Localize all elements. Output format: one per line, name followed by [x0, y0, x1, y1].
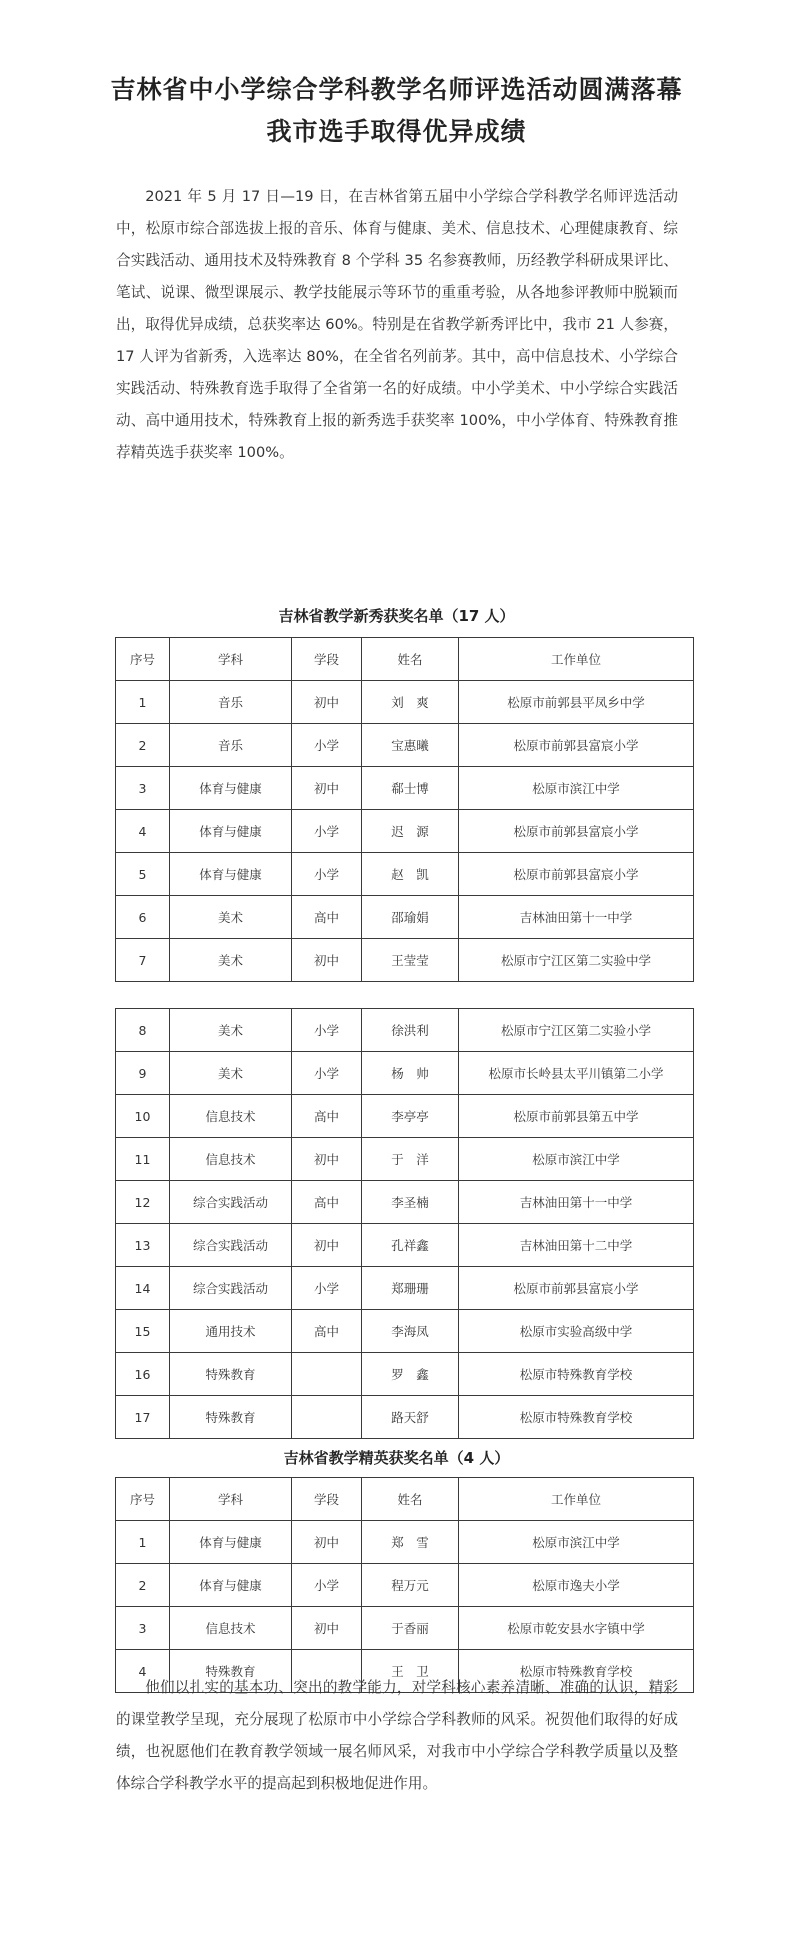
cell-stage: 小学 [292, 853, 362, 896]
table-row [116, 939, 694, 982]
cell-name: 杨 帅 [362, 1052, 459, 1095]
cell-stage: 高中 [292, 1181, 362, 1224]
table-row [116, 810, 694, 853]
cell-name: 李海凤 [362, 1310, 459, 1353]
table-row [116, 1564, 694, 1607]
table-row [116, 1267, 694, 1310]
cell-subject: 信息技术 [170, 1095, 292, 1138]
cell-subject: 特殊教育 [170, 1650, 292, 1693]
cell-stage: 高中 [292, 1095, 362, 1138]
cell-subject: 综合实践活动 [170, 1224, 292, 1267]
cell-index: 10 [116, 1095, 170, 1138]
table-row [116, 1009, 694, 1052]
cell-stage: 初中 [292, 939, 362, 982]
cell-index: 16 [116, 1353, 170, 1396]
cell-stage [292, 1353, 362, 1396]
cell-stage: 小学 [292, 810, 362, 853]
cell-index: 5 [116, 853, 170, 896]
cell-name: 罗 鑫 [362, 1353, 459, 1396]
cell-stage: 初中 [292, 1224, 362, 1267]
cell-stage: 小学 [292, 724, 362, 767]
table-row [116, 1224, 694, 1267]
cell-index: 17 [116, 1396, 170, 1439]
cell-subject: 特殊教育 [170, 1396, 292, 1439]
table-row [116, 767, 694, 810]
table-header-row [116, 638, 694, 681]
cell-index: 4 [116, 1650, 170, 1693]
cell-name: 王莹莹 [362, 939, 459, 982]
cell-workplace: 松原市前郭县富宸小学 [459, 810, 694, 853]
cell-index: 9 [116, 1052, 170, 1095]
cell-workplace: 松原市前郭县富宸小学 [459, 853, 694, 896]
cell-workplace: 松原市滨江中学 [459, 767, 694, 810]
cell-index: 3 [116, 1607, 170, 1650]
table-row [116, 1095, 694, 1138]
cell-workplace: 松原市宁江区第二实验中学 [459, 939, 694, 982]
cell-index: 12 [116, 1181, 170, 1224]
cell-stage: 初中 [292, 1607, 362, 1650]
table-row [116, 1181, 694, 1224]
table-row [116, 1396, 694, 1439]
cell-index: 1 [116, 681, 170, 724]
cell-workplace: 松原市长岭县太平川镇第二小学 [459, 1052, 694, 1095]
cell-stage [292, 1396, 362, 1439]
cell-index: 序号 [116, 638, 170, 681]
cell-name: 李亭亭 [362, 1095, 459, 1138]
cell-workplace: 松原市前郭县平凤乡中学 [459, 681, 694, 724]
cell-stage: 小学 [292, 1267, 362, 1310]
cell-name: 刘 爽 [362, 681, 459, 724]
cell-subject: 美术 [170, 939, 292, 982]
cell-workplace: 松原市实验高级中学 [459, 1310, 694, 1353]
cell-index: 8 [116, 1009, 170, 1052]
cell-name: 郑珊珊 [362, 1267, 459, 1310]
cell-name: 迟 源 [362, 810, 459, 853]
cell-workplace: 松原市宁江区第二实验小学 [459, 1009, 694, 1052]
table-row [116, 896, 694, 939]
cell-workplace: 松原市前郭县富宸小学 [459, 1267, 694, 1310]
cell-subject: 音乐 [170, 724, 292, 767]
cell-workplace: 松原市特殊教育学校 [459, 1396, 694, 1439]
cell-subject: 体育与健康 [170, 1521, 292, 1564]
intro-paragraph: 2021 年 5 月 17 日—19 日，在吉林省第五届中小学综合学科教学名师评选活动中，松原市综合部选拔上报的音乐、体育与健康、美术、信息技术、心理健康教育、综合实践活动、通用技术及特殊教育 8 个学科 35 名参赛教师，历经教学科研成果评比、笔试、说课、微型课展示、教学技能展示等环节的重重考验，从各地参评教师中脱颖而出，取得优异成绩，总获奖率达 60%。特别是在省教学新秀评比中，我市 21 人参赛，17 人评为省新秀，入选率达 80%，在全省名列前茅。其中，高中信息技术、小学综合实践活动、特殊教育选手取得了全省第一名的好成绩。中小学美术、中小学综合实践活动、高中通用技术，特殊教育上报的新秀选手获奖率 100%，中小学体育、特殊教育推荐精英选手获奖率 100%。 [116, 188, 678, 461]
cell-stage: 小学 [292, 1564, 362, 1607]
table-row [116, 1310, 694, 1353]
table-row [116, 1052, 694, 1095]
cell-workplace: 工作单位 [459, 1478, 694, 1521]
cell-workplace: 松原市逸夫小学 [459, 1564, 694, 1607]
cell-stage: 学段 [292, 638, 362, 681]
cell-workplace: 松原市前郭县第五中学 [459, 1095, 694, 1138]
cell-subject: 综合实践活动 [170, 1267, 292, 1310]
cell-workplace: 松原市滨江中学 [459, 1138, 694, 1181]
cell-name: 郗士博 [362, 767, 459, 810]
cell-index: 14 [116, 1267, 170, 1310]
cell-index: 3 [116, 767, 170, 810]
article-title-line2: 我市选手取得优异成绩 [266, 117, 527, 146]
cell-stage: 高中 [292, 896, 362, 939]
elite-list-title: 吉林省教学精英获奖名单（4 人） [283, 1449, 510, 1467]
cell-name: 姓名 [362, 638, 459, 681]
cell-name: 于香丽 [362, 1607, 459, 1650]
cell-subject: 学科 [170, 1478, 292, 1521]
cell-index: 6 [116, 896, 170, 939]
cell-name: 程万元 [362, 1564, 459, 1607]
cell-workplace: 松原市乾安县水字镇中学 [459, 1607, 694, 1650]
cell-index: 15 [116, 1310, 170, 1353]
cell-workplace: 松原市滨江中学 [459, 1521, 694, 1564]
cell-index: 2 [116, 1564, 170, 1607]
cell-name: 郑 雪 [362, 1521, 459, 1564]
cell-subject: 信息技术 [170, 1138, 292, 1181]
cell-index: 1 [116, 1521, 170, 1564]
cell-workplace: 吉林油田第十一中学 [459, 896, 694, 939]
cell-name: 李圣楠 [362, 1181, 459, 1224]
cell-index: 7 [116, 939, 170, 982]
cell-subject: 美术 [170, 1052, 292, 1095]
cell-stage: 小学 [292, 1009, 362, 1052]
cell-stage: 初中 [292, 1138, 362, 1181]
table-row [116, 1138, 694, 1181]
table-row [116, 724, 694, 767]
cell-index: 序号 [116, 1478, 170, 1521]
table-row [116, 1521, 694, 1564]
closing-paragraph: 他们以扎实的基本功、突出的教学能力，对学科核心素养清晰、准确的认识，精彩的课堂教学呈现，充分展现了松原市中小学综合学科教师的风采。祝贺他们取得的好成绩，也祝愿他们在教育教学领域一展名师风采，对我市中小学综合学科教学质量以及整体综合学科教学水平的提高起到积极地促进作用。 [116, 1679, 678, 1792]
cell-subject: 美术 [170, 1009, 292, 1052]
cell-subject: 信息技术 [170, 1607, 292, 1650]
newcomer-list-title: 吉林省教学新秀获奖名单（17 人） [278, 607, 515, 625]
cell-subject: 美术 [170, 896, 292, 939]
cell-workplace: 松原市前郭县富宸小学 [459, 724, 694, 767]
elite-table [115, 1477, 694, 1693]
cell-name: 于 洋 [362, 1138, 459, 1181]
cell-subject: 体育与健康 [170, 810, 292, 853]
table-row [116, 853, 694, 896]
article-title-line1: 吉林省中小学综合学科教学名师评选活动圆满落幕 [110, 75, 683, 104]
cell-stage: 初中 [292, 767, 362, 810]
cell-workplace: 吉林油田第十一中学 [459, 1181, 694, 1224]
cell-name: 徐洪利 [362, 1009, 459, 1052]
cell-subject: 体育与健康 [170, 1564, 292, 1607]
cell-index: 13 [116, 1224, 170, 1267]
cell-name: 王 卫 [362, 1650, 459, 1693]
cell-name: 邵瑜娟 [362, 896, 459, 939]
cell-workplace: 松原市特殊教育学校 [459, 1650, 694, 1693]
cell-name: 孔祥鑫 [362, 1224, 459, 1267]
cell-workplace: 松原市特殊教育学校 [459, 1353, 694, 1396]
newcomer-table-part2 [115, 1008, 694, 1439]
cell-subject: 音乐 [170, 681, 292, 724]
cell-subject: 综合实践活动 [170, 1181, 292, 1224]
cell-workplace: 吉林油田第十二中学 [459, 1224, 694, 1267]
table-header-row [116, 1478, 694, 1521]
table-row [116, 1353, 694, 1396]
cell-stage: 学段 [292, 1478, 362, 1521]
table-row [116, 1607, 694, 1650]
cell-subject: 通用技术 [170, 1310, 292, 1353]
newcomer-table-part1 [115, 637, 694, 982]
cell-index: 11 [116, 1138, 170, 1181]
cell-subject: 学科 [170, 638, 292, 681]
cell-stage: 高中 [292, 1310, 362, 1353]
cell-stage: 初中 [292, 1521, 362, 1564]
cell-index: 2 [116, 724, 170, 767]
cell-stage: 初中 [292, 681, 362, 724]
cell-stage: 小学 [292, 1052, 362, 1095]
cell-name: 路天舒 [362, 1396, 459, 1439]
cell-workplace: 工作单位 [459, 638, 694, 681]
cell-subject: 体育与健康 [170, 767, 292, 810]
cell-index: 4 [116, 810, 170, 853]
cell-name: 赵 凯 [362, 853, 459, 896]
table-row [116, 681, 694, 724]
cell-subject: 特殊教育 [170, 1353, 292, 1396]
cell-subject: 体育与健康 [170, 853, 292, 896]
cell-name: 姓名 [362, 1478, 459, 1521]
cell-name: 宝惠曦 [362, 724, 459, 767]
